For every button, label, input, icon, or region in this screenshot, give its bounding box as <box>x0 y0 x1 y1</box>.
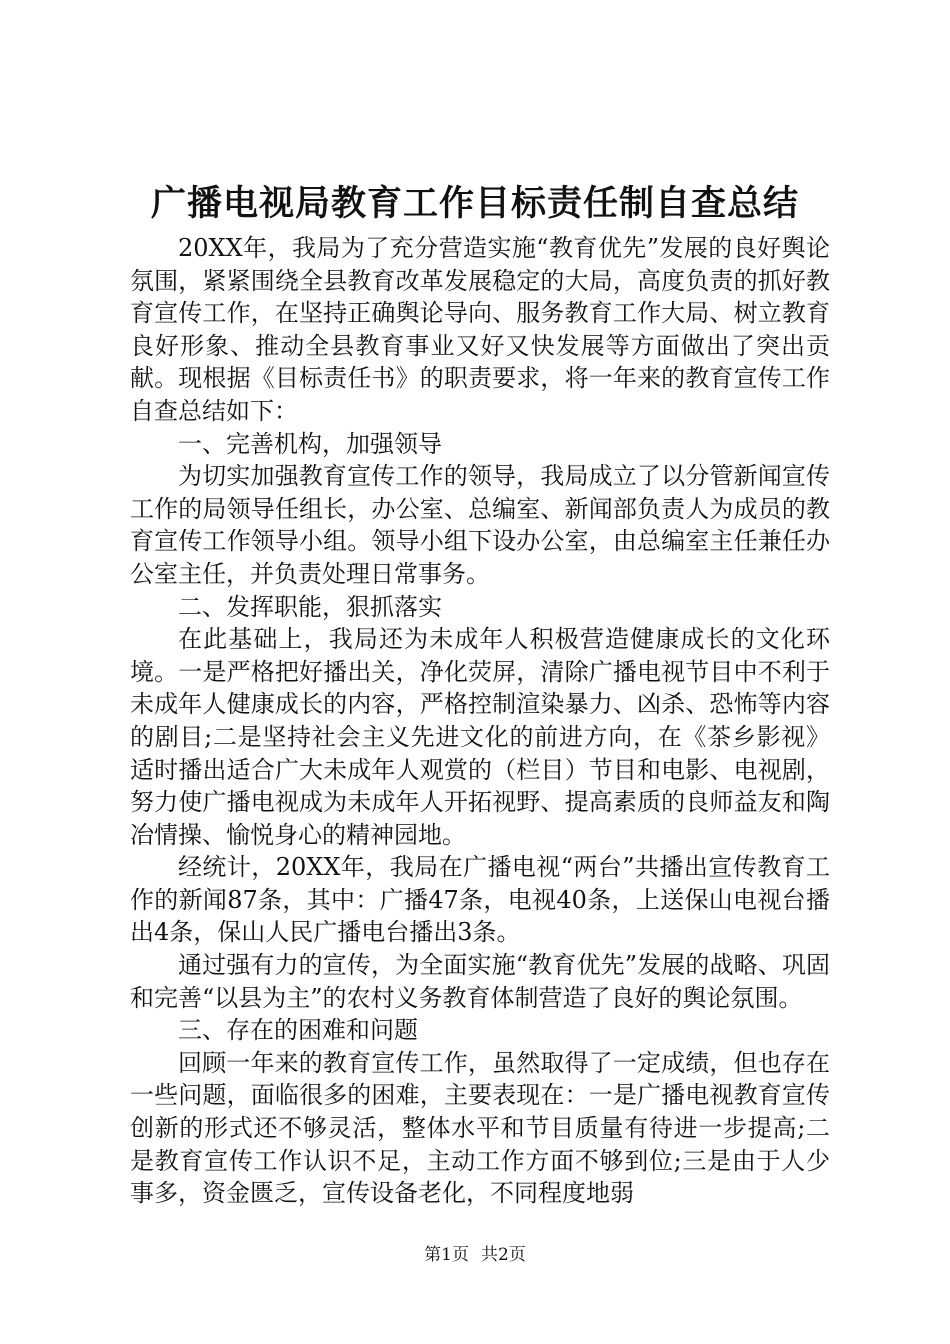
page-number: 第1页 <box>424 1245 469 1265</box>
body-paragraph: 通过强有力的宣传，为全面实施“教育优先”发展的战略、巩固和完善“以县为主”的农村义务教育体制营造了良好的舆论氛围。 <box>130 951 830 1012</box>
document-title: 广播电视局教育工作目标责任制自查总结 <box>150 183 799 224</box>
body-paragraph: 回顾一年来的教育宣传工作，虽然取得了一定成绩，但也存在一些问题，面临很多的困难，主要表现在：一是广播电视教育宣传创新的形式还不够灵活，整体水平和节目质量有待进一步提高;二是教育宣传工作认识不足，主动工作方面不够到位;三是由于人少事多，资金匮乏，宣传设备老化，不同程度地弱 <box>130 1048 830 1208</box>
section-heading-2: 二、发挥职能，狠抓落实 <box>178 592 442 621</box>
page-footer <box>0 1243 950 1267</box>
body-paragraph: 在此基础上，我局还为未成年人积极营造健康成长的文化环境。一是严格把好播出关，净化荧屏，清除广播电视节目中不利于未成年人健康成长的内容，严格控制渲染暴力、凶杀、恐怖等内容的剧目;二是坚持社会主义先进文化的前进方向，在《茶乡影视》适时播出适合广大未成年人观赏的（栏目）节目和电影、电视剧，努力使广播电视成为未成年人开拓视野、提高素质的良师益友和陶冶情操、愉悦身心的精神园地。 <box>130 625 830 849</box>
intro-paragraph: 20XX年，我局为了充分营造实施“教育优先”发展的良好舆论氛围，紧紧围绕全县教育改革发展稳定的大局，高度负责的抓好教育宣传工作，在坚持正确舆论导向、服务教育工作大局、树立教育良好形象、推动全县教育事业又好又快发展等方面做出了突出贡献。现根据《目标责任书》的职责要求，将一年来的教育宣传工作自查总结如下： <box>130 234 830 425</box>
section-heading-1: 一、完善机构，加强领导 <box>178 429 442 458</box>
document-body <box>130 232 830 1210</box>
page-total: 共2页 <box>481 1245 526 1265</box>
section-heading-3: 三、存在的困难和问题 <box>178 1016 418 1045</box>
body-paragraph: 经统计，20XX年，我局在广播电视“两台”共播出宣传教育工作的新闻87条，其中：广播47条，电视40条，上送保山电视台播出4条，保山人民广播电台播出3条。 <box>130 853 830 947</box>
body-paragraph: 为切实加强教育宣传工作的领导，我局成立了以分管新闻宣传工作的局领导任组长，办公室、总编室、新闻部负责人为成员的教育宣传工作领导小组。领导小组下设办公室，由总编室主任兼任办公室主任，并负责处理日常事务。 <box>130 462 830 588</box>
